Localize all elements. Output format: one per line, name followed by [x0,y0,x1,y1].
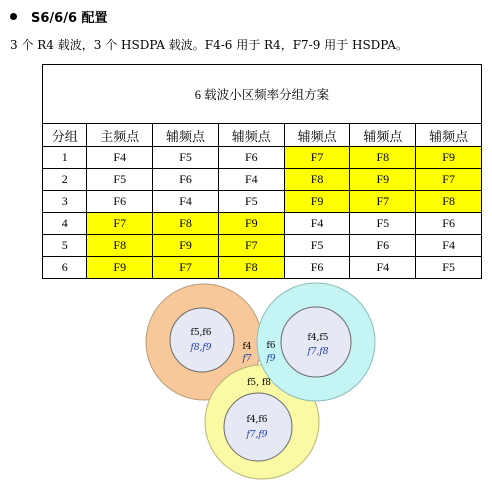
frequency-cell: F4 [87,147,153,169]
left-cell-top-label: f5,f6 [190,328,212,338]
frequency-cell: F6 [350,235,416,257]
frequency-cell: F9 [87,257,153,279]
right-cell-top-label: f4,f5 [307,333,329,343]
frequency-cell: F8 [350,147,416,169]
bottom-inner-circle [224,393,292,461]
frequency-cell: F6 [87,191,153,213]
overlap-left-top-label: f4 [242,342,252,352]
frequency-cell: F5 [350,213,416,235]
frequency-cell: F8 [284,169,350,191]
column-header: 辅频点 [153,124,219,147]
frequency-cell: F9 [284,191,350,213]
frequency-cell: F7 [218,235,284,257]
frequency-cell: F7 [153,257,219,279]
frequency-cell: F6 [416,213,482,235]
overlap-right-bottom-label: f9 [266,354,276,364]
frequency-cell: F7 [416,169,482,191]
group-number-cell: 3 [43,191,87,213]
column-header: 辅频点 [218,124,284,147]
group-number-cell: 4 [43,213,87,235]
bottom-cell-top-label: f4,f6 [246,415,268,425]
frequency-cell: F8 [87,235,153,257]
frequency-cell: F4 [350,257,416,279]
left-inner-circle [170,308,234,372]
overlap-left-bottom-label: f7 [242,354,252,364]
group-number-cell: 6 [43,257,87,279]
frequency-cell: F4 [416,235,482,257]
column-header: 主频点 [87,124,153,147]
frequency-cell: F9 [416,147,482,169]
group-number-cell: 2 [43,169,87,191]
overlap-right-top-label: f6 [266,341,276,351]
frequency-cell: F6 [284,257,350,279]
column-header: 分组 [43,124,87,147]
overlap-bottom-label: f5, f8 [247,378,271,388]
column-header: 辅频点 [350,124,416,147]
group-number-cell: 1 [43,147,87,169]
table-title: 6 载波小区频率分组方案 [43,65,482,124]
frequency-cell: F7 [87,213,153,235]
frequency-cell: F8 [218,257,284,279]
frequency-cell: F9 [153,235,219,257]
left-cell-bottom-label: f8,f9 [190,343,212,353]
intro-text: 3 个 R4 载波，3 个 HSDPA 载波。F4-6 用于 R4，F7-9 用于 HSDPA。 [10,38,408,52]
right-cell-bottom-label: f7,f8 [307,347,329,357]
frequency-cell: F6 [218,147,284,169]
frequency-cell: F7 [350,191,416,213]
frequency-cell: F8 [153,213,219,235]
frequency-cell: F4 [218,169,284,191]
bottom-cell-bottom-label: f7,f9 [246,430,268,440]
frequency-cell: F5 [416,257,482,279]
frequency-cell: F5 [87,169,153,191]
group-number-cell: 5 [43,235,87,257]
frequency-cell: F5 [284,235,350,257]
frequency-cell: F9 [218,213,284,235]
frequency-cell: F4 [153,191,219,213]
column-header: 辅频点 [416,124,482,147]
frequency-cell: F9 [350,169,416,191]
frequency-cell: F7 [284,147,350,169]
frequency-cell: F6 [153,169,219,191]
column-header: 辅频点 [284,124,350,147]
frequency-cell: F5 [153,147,219,169]
frequency-cell: F8 [416,191,482,213]
frequency-cell: F4 [284,213,350,235]
section-title: S6/6/6 配置 [31,10,108,26]
frequency-cell: F5 [218,191,284,213]
